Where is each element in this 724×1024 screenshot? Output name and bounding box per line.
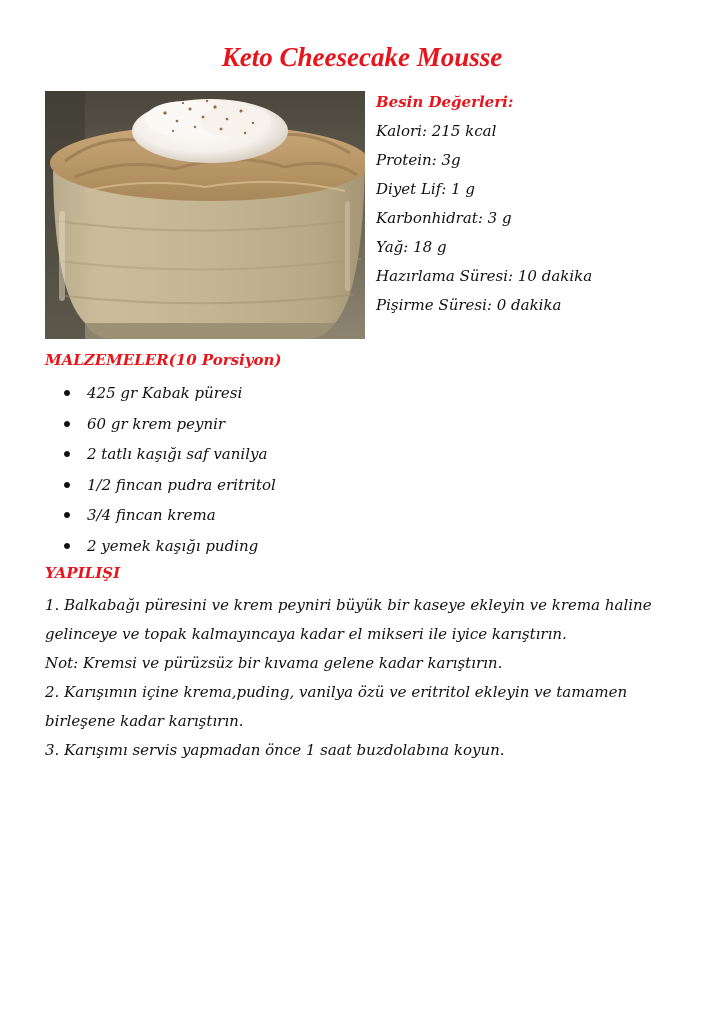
instructions-heading: YAPILIŞI — [45, 564, 121, 582]
page-title: Keto Cheesecake Mousse — [221, 42, 503, 72]
bullet-icon — [64, 451, 70, 457]
nutrition-heading: Besin Değerleri: — [376, 93, 514, 111]
prep-time: Hazırlama Süresi: 10 dakika — [376, 267, 593, 285]
nutrition-info — [376, 91, 706, 323]
instruction-note: Not: Kremsi ve pürüzsüz bir kıvama gelene kadar karıştırın. — [45, 654, 503, 672]
ingredients-list — [45, 380, 276, 564]
list-item — [45, 472, 276, 503]
bullet-icon — [64, 482, 70, 488]
nutrition-carbs: Karbonhidrat: 3 g — [376, 209, 512, 227]
nutrition-calories: Kalori: 215 kcal — [376, 122, 497, 140]
bullet-icon — [64, 390, 70, 396]
ingredient-text: 2 tatlı kaşığı saf vanilya — [87, 445, 268, 464]
ingredient-text: 1/2 fincan pudra eritritol — [87, 475, 276, 494]
list-item — [45, 441, 276, 472]
list-item — [45, 502, 276, 533]
cook-time: Pişirme Süresi: 0 dakika — [376, 296, 562, 314]
nutrition-fiber: Diyet Lif: 1 g — [376, 180, 476, 198]
bullet-icon — [64, 543, 70, 549]
instructions-body — [45, 591, 685, 765]
ingredient-text: 425 gr Kabak püresi — [87, 384, 243, 402]
list-item — [45, 380, 276, 411]
ingredient-text: 3/4 fincan krema — [87, 506, 216, 525]
ingredient-text: 2 yemek kaşığı puding — [87, 536, 259, 555]
instruction-step-3: 3. Karışımı servis yapmadan önce 1 saat buzdolabına koyun. — [45, 741, 505, 759]
bullet-icon — [64, 421, 70, 427]
ingredient-text: 60 gr krem peynir — [87, 414, 226, 433]
nutrition-fat: Yağ: 18 g — [376, 238, 447, 256]
mousse-dessert-photo — [45, 91, 365, 339]
list-item — [45, 411, 276, 442]
ingredients-heading: MALZEMELER(10 Porsiyon) — [45, 351, 282, 369]
bullet-icon — [64, 512, 70, 518]
list-item — [45, 533, 276, 564]
instruction-step-1: 1. Balkabağı püresini ve krem peyniri büyük bir kaseye ekleyin ve krema haline gelinceye ve topak kalmayıncaya kadar el mikseri ile iyice karıştırın. — [45, 596, 652, 643]
instruction-step-2: 2. Karışımın içine krema,puding, vanilya özü ve eritritol ekleyin ve tamamen birleşene kadar karıştırın. — [45, 683, 628, 730]
nutrition-protein: Protein: 3g — [376, 151, 461, 169]
